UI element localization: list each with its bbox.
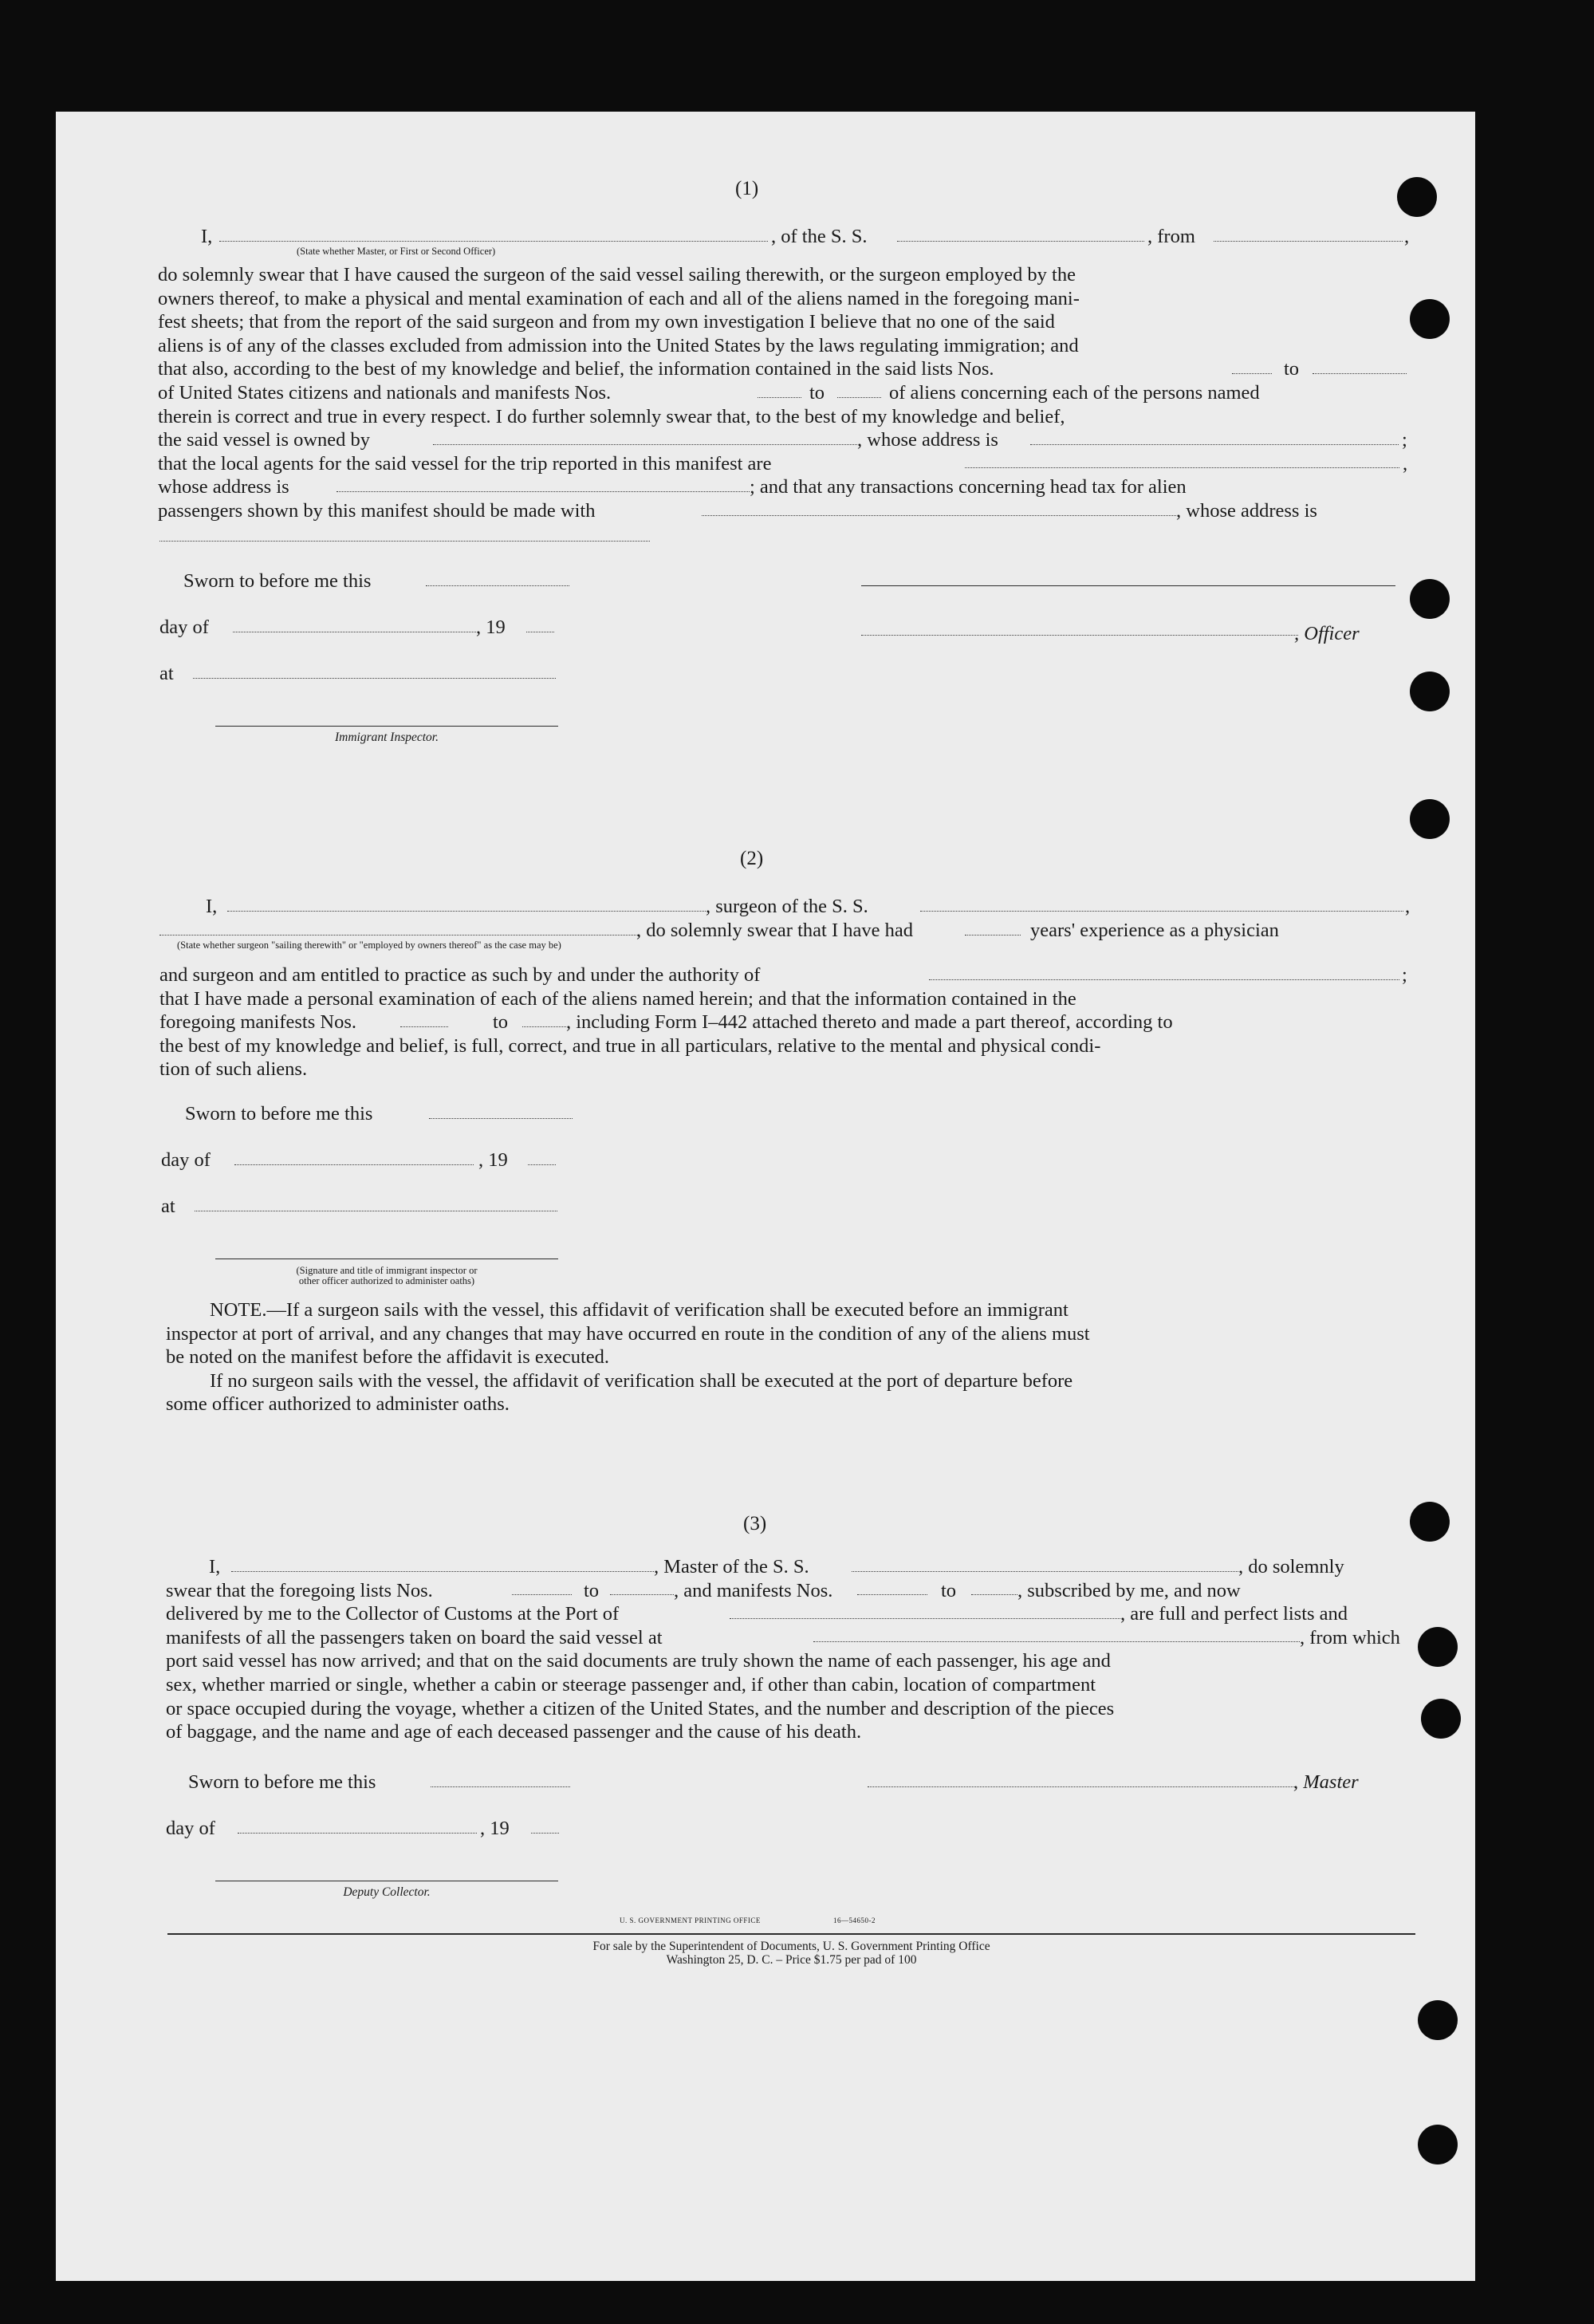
s1-officer-label: , Officer: [1294, 623, 1360, 644]
note-line-3: be noted on the manifest before the affidavit is executed.: [166, 1346, 610, 1369]
form-page: [56, 112, 1475, 2281]
s1-intro-i: I,: [201, 226, 213, 247]
s3-master-label: , Master: [1293, 1771, 1359, 1793]
s1-officer-title-field[interactable]: [861, 635, 1298, 636]
s2-line-1-mid: , surgeon of the S. S.: [706, 896, 868, 917]
s1-continuation-field[interactable]: [159, 541, 650, 542]
s1-line-9: that the local agents for the said vessel for the trip reported in this manifest are: [158, 452, 772, 475]
s3-sworn-field[interactable]: [431, 1786, 570, 1787]
s1-head-tax-contact-field[interactable]: [702, 515, 1176, 516]
s1-line-9-end: ,: [1403, 452, 1408, 475]
s3-day-field[interactable]: [238, 1833, 477, 1834]
s1-line-8-address: , whose address is: [857, 429, 998, 451]
s3-lists-to-field[interactable]: [610, 1594, 674, 1595]
s2-authority-field[interactable]: [929, 979, 1399, 980]
s3-day: day of: [166, 1818, 215, 1839]
s1-line-10: whose address is: [158, 476, 289, 498]
footer-sale-line-1: For sale by the Superintendent of Documents, U. S. Government Printing Office: [592, 1940, 990, 1953]
s1-intro-comma: ,: [1404, 226, 1410, 247]
s2-sig-note-2: other officer authorized to administer oaths): [298, 1275, 475, 1286]
s1-line-1: do solemnly swear that I have caused the surgeon of the said vessel sailing therewith, or the surgeon employed by the: [158, 264, 1076, 286]
s3-year-field[interactable]: [531, 1833, 559, 1834]
s2-line-6: the best of my knowledge and belief, is full, correct, and true in all particulars, relative to the mental and physical condi-: [159, 1034, 1101, 1057]
s2-sworn-field[interactable]: [429, 1118, 573, 1119]
s1-line-5-to: to: [1284, 358, 1300, 380]
binder-hole: [1421, 1699, 1461, 1739]
binder-hole: [1397, 177, 1437, 217]
s2-nineteen: , 19: [478, 1149, 508, 1171]
footer-form-number: 16—54650-2: [833, 1916, 876, 1924]
s2-surgeon-name-field[interactable]: [227, 911, 706, 912]
s2-line-1: I,: [206, 896, 218, 917]
s3-line-4-end: , from which: [1300, 1626, 1400, 1648]
note-line-2: inspector at port of arrival, and any changes that may have occurred en route in the condition of any of the aliens must: [166, 1322, 1090, 1345]
binder-hole: [1418, 1627, 1458, 1667]
s3-line-2-end: , subscribed by me, and now: [1017, 1579, 1241, 1601]
s1-line-5: that also, according to the best of my knowledge and belief, the information contained in the said lists Nos.: [158, 358, 994, 380]
s3-line-6: sex, whether married or single, whether a cabin or steerage passenger and, if other than cabin, location of compartment: [166, 1674, 1096, 1696]
s1-manifests-from-field[interactable]: [758, 397, 801, 398]
s1-owner-field[interactable]: [433, 444, 857, 445]
s1-sworn: Sworn to before me this: [183, 570, 372, 592]
s1-line-6-to: to: [809, 382, 825, 404]
s2-at: at: [161, 1195, 175, 1217]
s1-line-7: therein is correct and true in every respect. I do further solemnly swear that, to the best of my knowledge and belief,: [158, 405, 1065, 427]
s3-embarkation-port-field[interactable]: [813, 1641, 1300, 1642]
s2-day-field[interactable]: [234, 1164, 474, 1165]
note-line-1: NOTE.—If a surgeon sails with the vessel, this affidavit of verification shall be executed before an immigrant: [210, 1299, 1069, 1321]
s3-line-2-to-2: to: [941, 1579, 957, 1601]
s2-manifests-from-field[interactable]: [400, 1026, 448, 1027]
s1-rank-note: (State whether Master, or First or Second Officer): [297, 246, 496, 257]
s3-line-8: of baggage, and the name and age of each deceased passenger and the cause of his death.: [166, 1721, 862, 1743]
s3-manifests-from-field[interactable]: [857, 1594, 927, 1595]
section-3-heading: (3): [743, 1513, 767, 1534]
s1-manifests-to-field[interactable]: [837, 397, 881, 398]
s2-sworn: Sworn to before me this: [185, 1103, 373, 1125]
s3-vessel-name-field[interactable]: [852, 1571, 1238, 1572]
s1-intro-ofss: , of the S. S.: [771, 226, 868, 247]
s3-line-2-manifests: , and manifests Nos.: [674, 1579, 833, 1601]
s1-at-field[interactable]: [193, 678, 556, 679]
s2-year-field[interactable]: [528, 1164, 556, 1165]
s1-line-11: passengers shown by this manifest should be made with: [158, 500, 596, 522]
s1-day: day of: [159, 616, 209, 638]
section-1-heading: (1): [735, 178, 759, 199]
s2-line-2-end: years' experience as a physician: [1030, 920, 1279, 941]
s3-line-3-end: , are full and perfect lists and: [1120, 1603, 1348, 1625]
s1-inspector-label: Immigrant Inspector.: [334, 731, 439, 744]
s2-line-4: that I have made a personal examination of each of the aliens named herein; and that the information contained in the: [159, 987, 1076, 1010]
section-2-heading: (2): [740, 848, 764, 869]
s2-line-3-end: ;: [1402, 964, 1407, 986]
s3-line-1-end: , do solemnly: [1238, 1556, 1344, 1578]
footer-sale-line-2: Washington 25, D. C. – Price $1.75 per pad of 100: [666, 1953, 917, 1967]
s3-port-field[interactable]: [730, 1618, 1120, 1619]
s3-collector-label: Deputy Collector.: [343, 1885, 431, 1899]
s2-line-2: , do solemnly swear that I have had: [636, 920, 913, 941]
s2-line-3: and surgeon and am entitled to practice as such by and under the authority of: [159, 964, 761, 986]
s2-vessel-name-field[interactable]: [920, 911, 1403, 912]
s1-at: at: [159, 663, 174, 684]
s3-line-2-to: to: [584, 1579, 600, 1601]
s3-manifests-to-field[interactable]: [971, 1594, 1017, 1595]
s1-local-agents-field[interactable]: [965, 467, 1399, 468]
s2-line-7: tion of such aliens.: [159, 1058, 308, 1081]
binder-hole: [1410, 672, 1450, 711]
s1-line-11-end: , whose address is: [1176, 500, 1317, 522]
binder-hole: [1410, 579, 1450, 619]
s1-line-8: the said vessel is owned by: [158, 429, 371, 451]
s1-line-6: of United States citizens and nationals and manifests Nos.: [158, 382, 612, 404]
s2-day: day of: [161, 1149, 211, 1171]
s3-line-4: manifests of all the passengers taken on board the said vessel at: [166, 1626, 663, 1648]
s1-lists-to-field[interactable]: [1313, 373, 1407, 374]
s3-line-2: swear that the foregoing lists Nos.: [166, 1579, 433, 1601]
s2-status-note: (State whether surgeon "sailing therewith" or "employed by owners thereof" as the case may be): [177, 939, 561, 951]
footer-gpo: U. S. GOVERNMENT PRINTING OFFICE: [620, 1916, 761, 1924]
s3-sworn: Sworn to before me this: [188, 1771, 376, 1793]
s3-line-3: delivered by me to the Collector of Customs at the Port of: [166, 1603, 620, 1625]
s3-line-1: I,: [209, 1556, 221, 1578]
binder-hole: [1410, 799, 1450, 839]
s1-line-10-end: ; and that any transactions concerning head tax for alien: [750, 476, 1187, 498]
s1-owner-address-field[interactable]: [1030, 444, 1399, 445]
s3-master-signature-field[interactable]: [868, 1786, 1297, 1787]
s1-line-6-end: of aliens concerning each of the persons named: [889, 382, 1260, 404]
s2-line-5-end: , including Form I–442 attached thereto and made a part thereof, according to: [566, 1011, 1173, 1034]
s1-intro-from: , from: [1147, 226, 1195, 247]
s2-line-5-to: to: [493, 1011, 509, 1034]
s1-nineteen: , 19: [476, 616, 506, 638]
s2-years-field[interactable]: [965, 935, 1021, 936]
s3-master-name-field[interactable]: [231, 1571, 654, 1572]
s1-line-3: fest sheets; that from the report of the said surgeon and from my own investigation I believe that no one of the said: [158, 311, 1055, 333]
s1-from-port-field[interactable]: [1214, 241, 1403, 242]
s3-lists-from-field[interactable]: [512, 1594, 572, 1595]
binder-hole: [1410, 1502, 1450, 1542]
s2-surgeon-status-field[interactable]: [159, 935, 638, 936]
s2-sig-note-1: (Signature and title of immigrant inspector or: [296, 1265, 478, 1276]
s1-officer-rank-field[interactable]: [219, 241, 768, 242]
footer-rule: [167, 1933, 1415, 1935]
s1-line-2: owners thereof, to make a physical and mental examination of each and all of the aliens named in the foregoing mani-: [158, 287, 1080, 309]
s1-inspector-signature-line[interactable]: [215, 726, 558, 727]
s2-line-1-end: ,: [1405, 896, 1411, 917]
s1-line-4: aliens is of any of the classes excluded from admission into the United States by the laws regulating immigration; and: [158, 334, 1079, 356]
s3-line-7: or space occupied during the voyage, whether a citizen of the United States, and the number and description of the pieces: [166, 1697, 1115, 1719]
s3-line-1-mid: , Master of the S. S.: [654, 1556, 809, 1578]
s1-officer-signature-line[interactable]: [861, 585, 1395, 586]
s1-sworn-field[interactable]: [426, 585, 569, 586]
s3-line-5: port said vessel has now arrived; and that on the said documents are truly shown the name of each passenger, his age and: [166, 1650, 1111, 1672]
s1-agents-address-field[interactable]: [337, 491, 750, 492]
note-line-5: some officer authorized to administer oaths.: [166, 1393, 510, 1416]
binder-hole: [1418, 2125, 1458, 2164]
note-line-4: If no surgeon sails with the vessel, the affidavit of verification shall be executed at the port of departure before: [210, 1369, 1073, 1392]
s2-line-5: foregoing manifests Nos.: [159, 1011, 356, 1034]
s1-line-8-end: ;: [1402, 429, 1407, 451]
s1-lists-from-field[interactable]: [1232, 373, 1272, 374]
s1-vessel-name-field[interactable]: [897, 241, 1144, 242]
s3-nineteen: , 19: [480, 1818, 510, 1839]
binder-hole: [1410, 299, 1450, 339]
binder-hole: [1418, 2000, 1458, 2040]
s2-manifests-to-field[interactable]: [522, 1026, 566, 1027]
